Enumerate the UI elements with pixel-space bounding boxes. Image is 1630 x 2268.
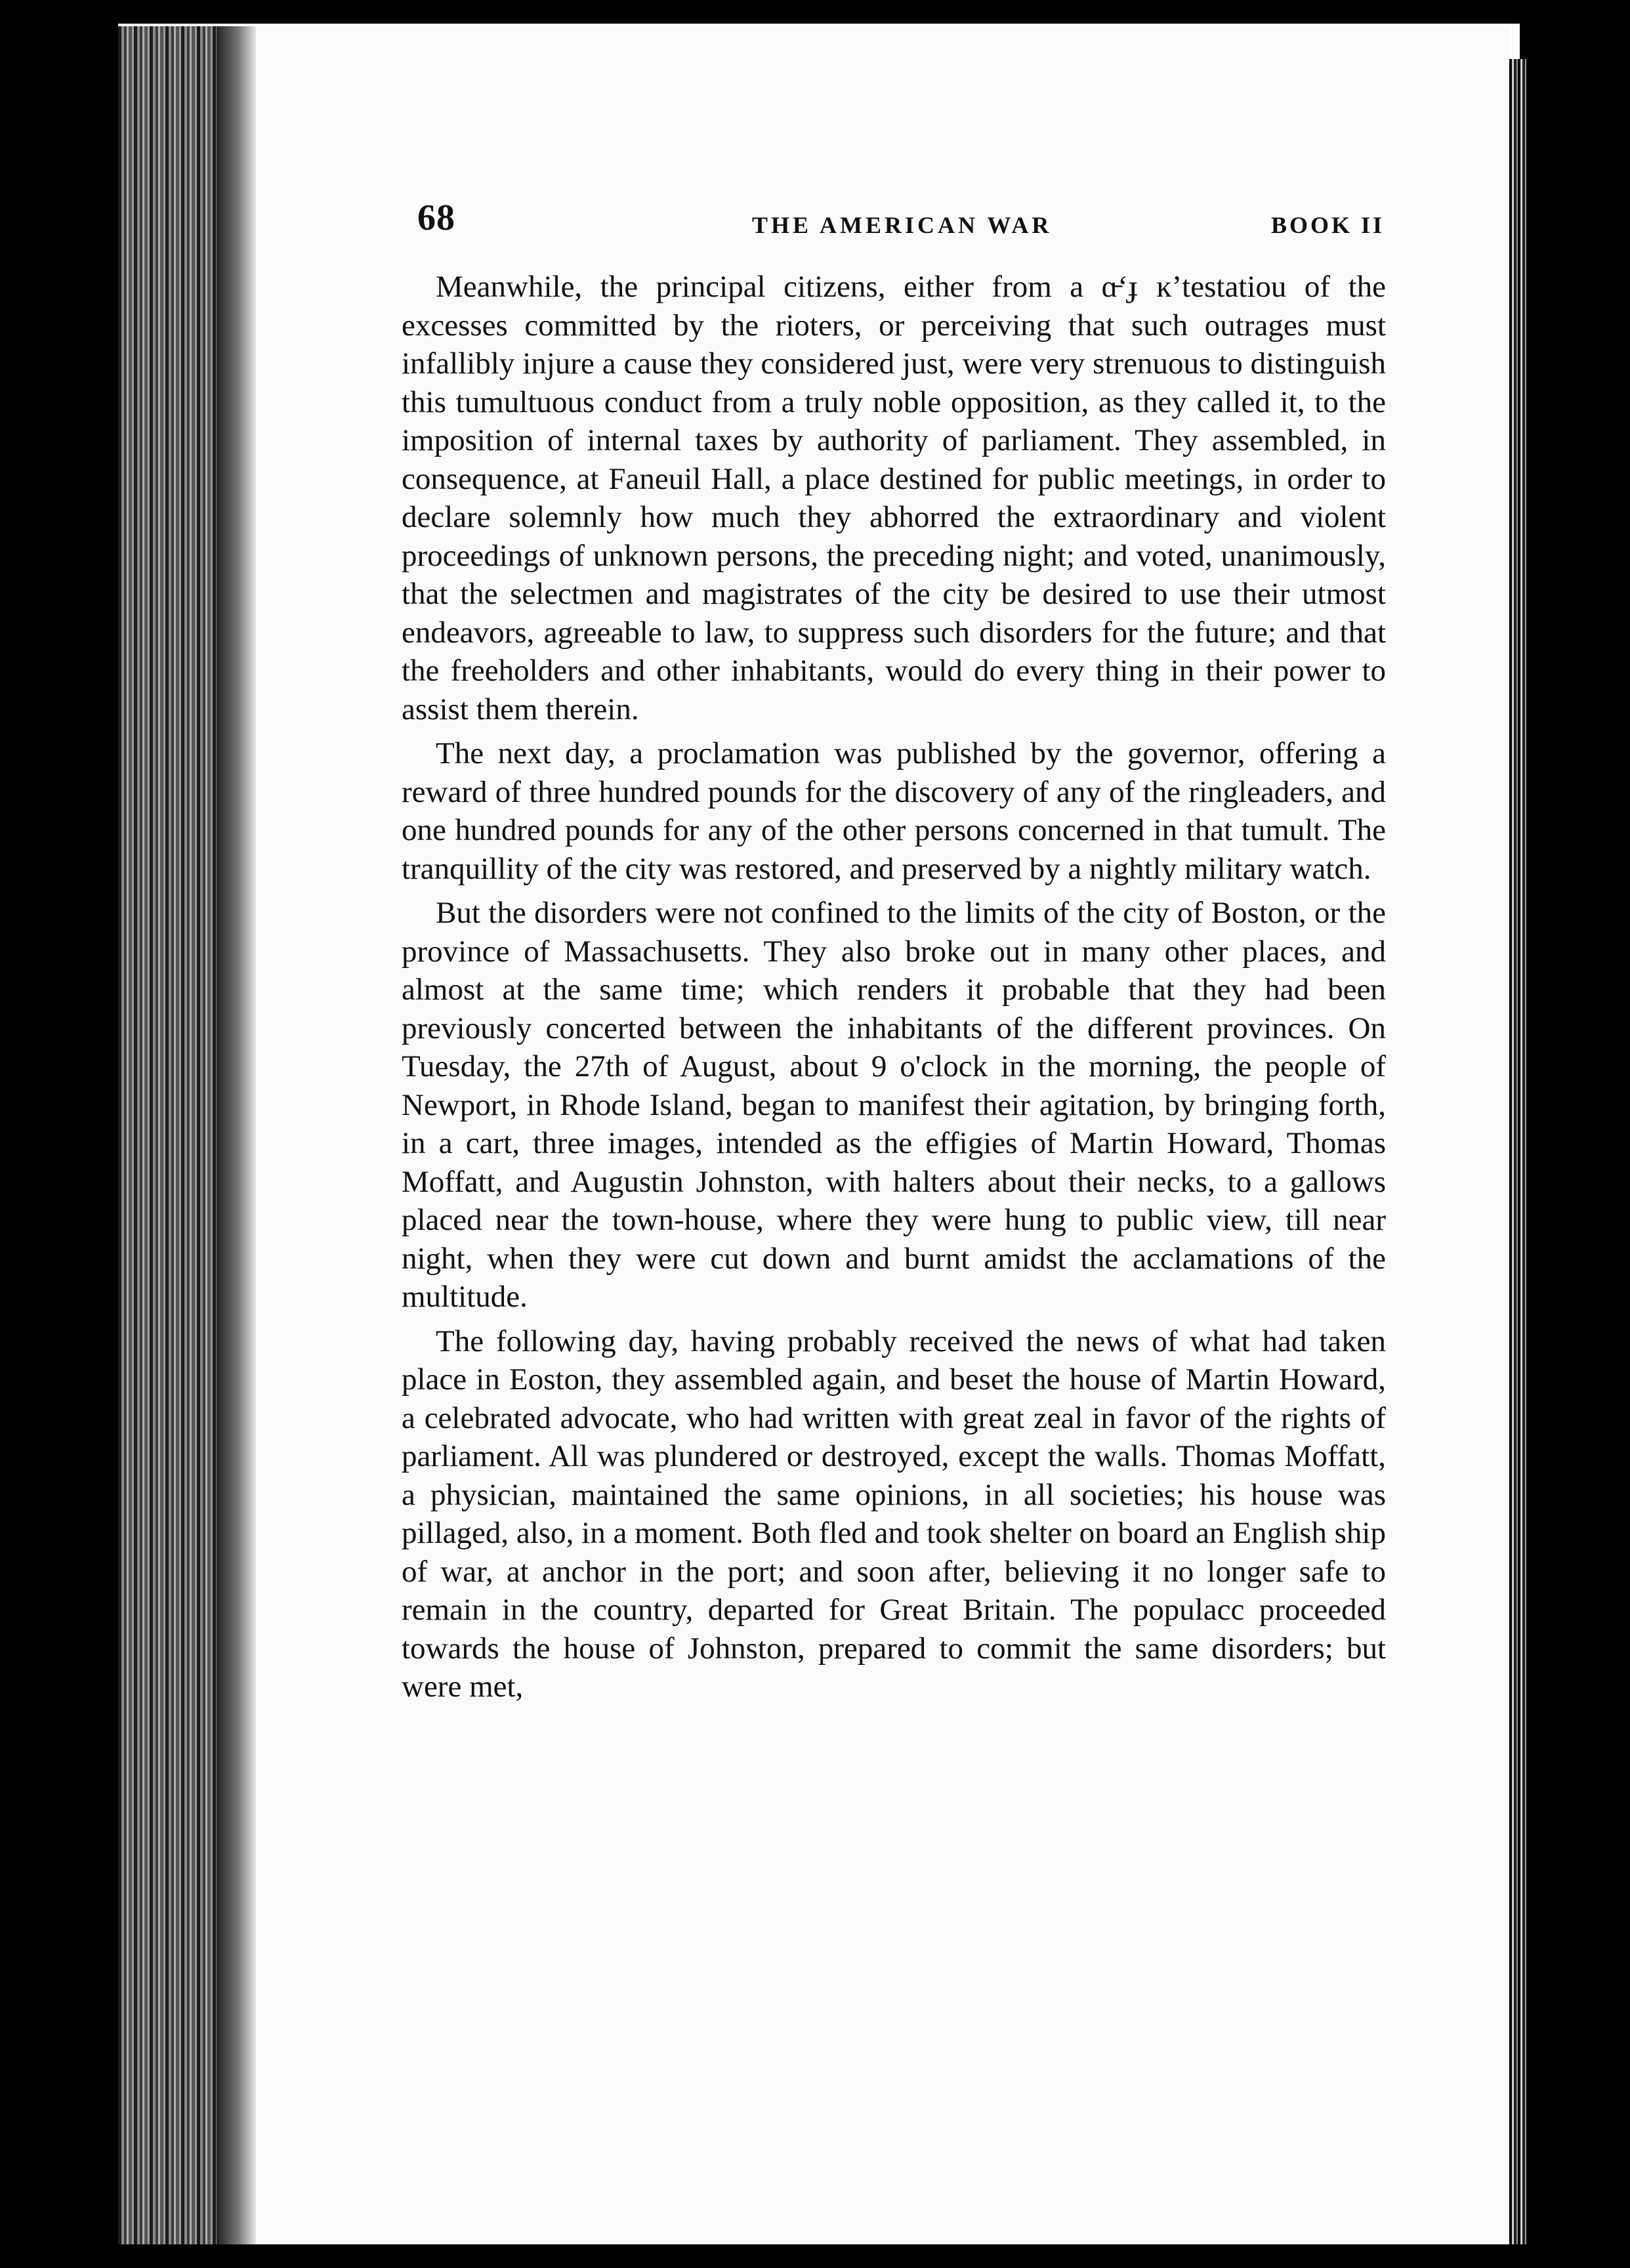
paragraph: The following day, having probably received the news of what had taken place in Eoston, they assembled again, and beset the house of Martin Howard, a celebrated advocate, who had written with great zeal in favor of the rights of parliament. All was plundered or destroyed, except the walls. Thomas Moffatt, a physician, maintained the same opinions, in all societies; his house was pillaged, also, in a moment. Both fled and took shelter on board an English ship of war, at anchor in the port; and soon after, believing it no longer safe to remain in the country, departed for Great Britain. The populacc proceeded towards the house of Johnston, prepared to commit the same disorders; but were met, <box>402 1324 1386 1704</box>
book-page-edges-right <box>1509 59 1526 2244</box>
book-marker: BOOK II <box>1270 212 1385 238</box>
paragraph: The next day, a proclamation was published by the governor, offering a reward of three hundred pounds for the discovery of any of the ringleaders, and one hundred pounds for any of the other persons concerned in that tumult. The tranquillity of the city was restored, and preserved by a nightly military watch. <box>402 736 1386 886</box>
paragraph: But the disorders were not confined to the limits of the city of Boston, or the province of Massachusetts. They also broke out in many other places, and almost at the same time; which renders it probable that they had been previously concerted between the inhabitants of the different provinces. On Tuesday, the 27th of August, about 9 o'clock in the morning, the people of Newport, in Rhode Island, began to manifest their agitation, by bringing forth, in a cart, three images, intended as the effigies of Martin Howard, Thomas Moffatt, and Augustin Johnston, with halters about their necks, to a gallows placed near the town-house, where they were hung to public view, till near night, when they were cut down and burnt amidst the acclamations of the multitude. <box>402 896 1386 1314</box>
scan-border-right <box>1520 0 1630 2268</box>
scan-border-left <box>0 0 118 2268</box>
running-head <box>417 197 1385 249</box>
body-text <box>402 268 1386 1706</box>
scan-border-bottom <box>0 2244 1630 2268</box>
scan-border-top <box>0 0 1630 24</box>
running-title: THE AMERICAN WAR <box>752 212 1053 238</box>
page-number: 68 <box>417 198 455 238</box>
gutter-shadow <box>217 26 256 2244</box>
paragraph: Meanwhile, the principal citizens, either from a ɑ̵ʻɟ ĸʼtestatiou of the excesses committed by the rioters, or perceiving that such outrages must infallibly injure a cause they considered just, were very strenuous to distinguish this tumultuous conduct from a truly noble opposition, as they called it, to the imposition of internal taxes by authority of parliament. They assembled, in consequence, at Faneuil Hall, a place destined for public meetings, in order to declare solemnly how much they abhorred the extraordinary and violent proceedings of unknown persons, the preceding night; and voted, unanimously, that the selectmen and magistrates of the city be desired to use their utmost endeavors, agreeable to law, to suppress such disorders for the future; and that the freeholders and other inhabitants, would do every thing in their power to assist them therein. <box>402 270 1386 726</box>
